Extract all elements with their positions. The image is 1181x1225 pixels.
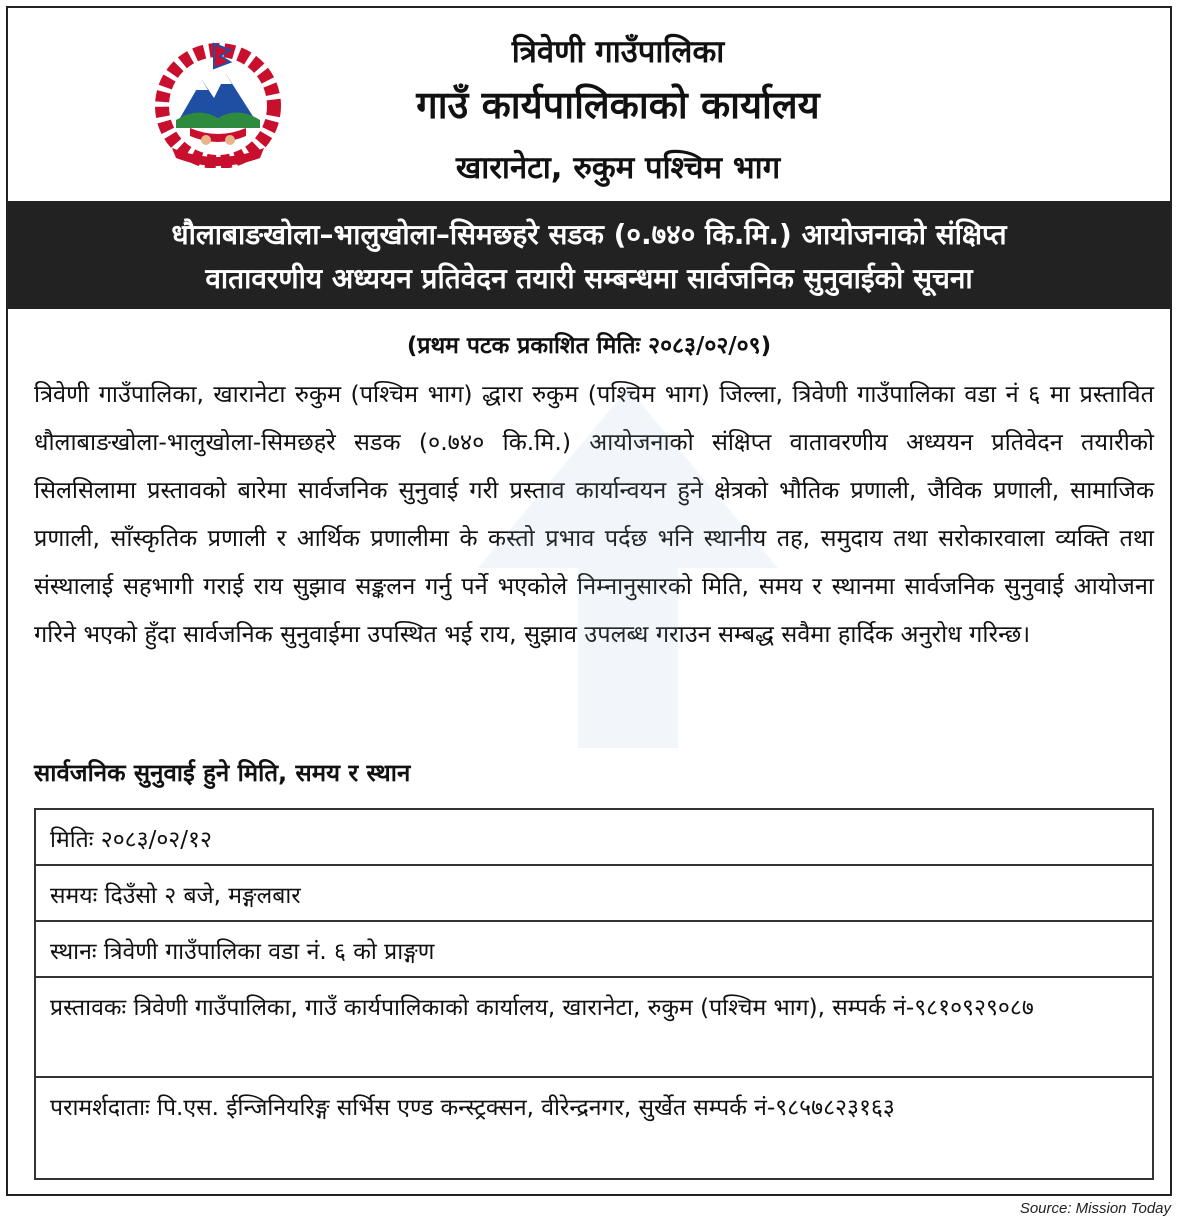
consultant-row: परामर्शदाताः पि.एस. ईन्जिनियरिङ्ग सर्भिस एण्ड कन्स्ट्रक्सन, वीरेन्द्रनगर, सुर्खेत सम्पर्क नं-९८५७८२३१६३ [50, 1095, 895, 1121]
notice-header [8, 8, 1170, 201]
published-date: (प्रथम पटक प्रकाशित मितिः २०८३/०२/०९) [406, 333, 772, 359]
hearing-date-row: मितिः २०८३/०२/१२ [36, 810, 1152, 866]
hearing-details-table [34, 808, 1154, 1180]
notice-body: त्रिवेणी गाउँपालिका, खारानेटा रुकुम (पश्चिम भाग) द्धारा रुकुम (पश्चिम भाग) जिल्ला, त्रिवेणी गाउँपालिका वडा नं ६ मा प्रस्तावित धौलाबाङखोला-भालुखोला-सिमछहरे सडक (०.७४० कि.मि.) आयोजनाको संक्षिप्त वातावरणीय अध्ययन प्रतिवेदन तयारीको सिलसिलामा प्रस्तावको बारेमा सार्वजनिक सुनुवाई गरी प्रस्ताव कार्यान्वयन हुने क्षेत्रको भौतिक प्रणाली, जैविक प्रणाली, सामाजिक प्रणाली, साँस्कृतिक प्रणाली र आर्थिक प्रणालीमा के कस्तो प्रभाव पर्दछ भनि स्थानीय तह, समुदाय तथा सरोकारवाला व्यक्ति तथा संस्थालाई सहभागी गराई राय सुझाव सङ्कलन गर्नु पर्ने भएकोले निम्नानुसारको मिति, समय र स्थानमा सार्वजनिक सुनुवाई आयोजना गरिने भएको हुँदा सार्वजनिक सुनुवाईमा उपस्थित भई राय, सुझाव उपलब्ध गराउन सम्बद्ध सवैमा हार्दिक अनुरोध गरिन्छ। [34, 380, 1154, 648]
municipality-name: त्रिवेणी गाउँपालिका [511, 34, 725, 70]
notice-title-line-1: धौलाबाङखोला–भालुखोला–सिमछहरे सडक (०.७४० कि.मि.) आयोजनाको संक्षिप्त [171, 218, 1007, 251]
nepal-emblem-icon [150, 40, 286, 168]
office-location: खारानेटा, रुकुम पश्चिम भाग [455, 150, 781, 186]
hearing-details-heading: सार्वजनिक सुनुवाई हुने मिति, समय र स्थान [34, 759, 411, 787]
notice-title-banner [8, 201, 1170, 309]
notice-frame [6, 6, 1172, 1196]
hearing-venue-row: स्थानः त्रिवेणी गाउँपालिका वडा नं. ६ को प्राङ्गण [36, 922, 1152, 978]
hearing-time-row: समयः दिउँसो २ बजे, मङ्गलबार [36, 866, 1152, 922]
proponent-row: प्रस्तावकः त्रिवेणी गाउँपालिका, गाउँ कार्यपालिकाको कार्यालय, खारानेटा, रुकुम (पश्चिम भाग), सम्पर्क नं-९८१०९२९०८७ [36, 978, 1152, 1078]
notice-title-line-2: वातावरणीय अध्ययन प्रतिवेदन तयारी सम्बन्धमा सार्वजनिक सुनुवाईको सूचना [205, 262, 973, 295]
office-name: गाउँ कार्यपालिकाको कार्यालय [416, 83, 820, 127]
source-credit: Source: Mission Today [1019, 1200, 1171, 1217]
